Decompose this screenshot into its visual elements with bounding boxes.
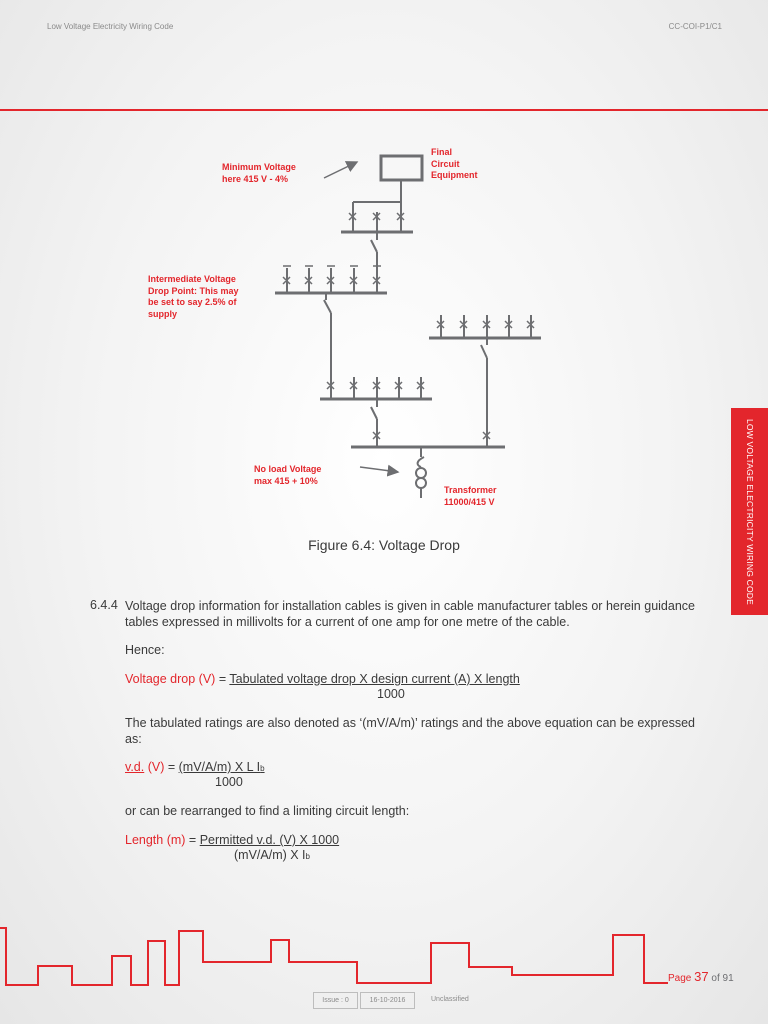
page-number: Page 37 of 91 — [668, 969, 734, 984]
eq3-lhs: Length (m) — [125, 833, 186, 847]
eq1-numerator: Tabulated voltage drop X design current (A) X length — [229, 672, 520, 686]
footer-classification: Unclassified — [431, 996, 469, 1003]
side-tab-label: LOW VOLTAGE ELECTRICITY WIRING CODE — [744, 418, 755, 605]
eq2-numerator: (mV/A/m) X L Ib — [178, 760, 265, 774]
label-no-load: No load Voltage max 415 + 10% — [254, 464, 322, 486]
header-doc-code: CC-COI-P1/C1 — [668, 22, 722, 31]
label-transformer: Transformer 11000/415 V — [444, 485, 497, 507]
eq3-numerator: Permitted v.d. (V) X 1000 — [199, 833, 340, 847]
paragraph-rearranged: or can be rearranged to find a limiting circuit length: — [125, 804, 410, 818]
eq1-lhs: Voltage drop (V) — [125, 672, 216, 686]
paragraph-ratings: The tabulated ratings are also denoted as ‘(mV/A/m)’ ratings and the above equation can be expressed as: — [125, 716, 695, 746]
footer-issue: Issue : 0 — [313, 992, 358, 1009]
label-min-voltage: Minimum Voltage here 415 V - 4% — [222, 162, 296, 184]
equation-voltage-drop: Voltage drop (V) = Tabulated voltage drop X design current (A) X length — [125, 672, 520, 686]
label-intermediate: Intermediate Voltage Drop Point: This may be set to say 2.5% of supply — [148, 274, 239, 319]
eq3-denominator: (mV/A/m) X Ib — [234, 848, 310, 862]
eq2-lhs-vd: v.d. — [125, 760, 145, 774]
equation-vd: v.d. (V) = (mV/A/m) X L Ib — [125, 760, 265, 774]
eq2-denominator: 1000 — [215, 775, 243, 789]
equation-length: Length (m) = Permitted v.d. (V) X 1000 — [125, 833, 340, 847]
header-title: Low Voltage Electricity Wiring Code — [47, 22, 174, 31]
eq1-denominator: 1000 — [377, 687, 405, 701]
hence-text: Hence: — [125, 643, 165, 657]
paragraph-intro: Voltage drop information for installation cables is given in cable manufacturer tables or herein guidance tables expressed in millivolts for a current of one amp for one metre of the cable. — [125, 599, 695, 629]
section-number: 6.4.4 — [90, 598, 118, 612]
footer-date: 16-10-2016 — [360, 992, 415, 1009]
label-final-circuit: Final Circuit Equipment — [431, 147, 478, 180]
figure-caption: Figure 6.4: Voltage Drop — [308, 537, 460, 553]
